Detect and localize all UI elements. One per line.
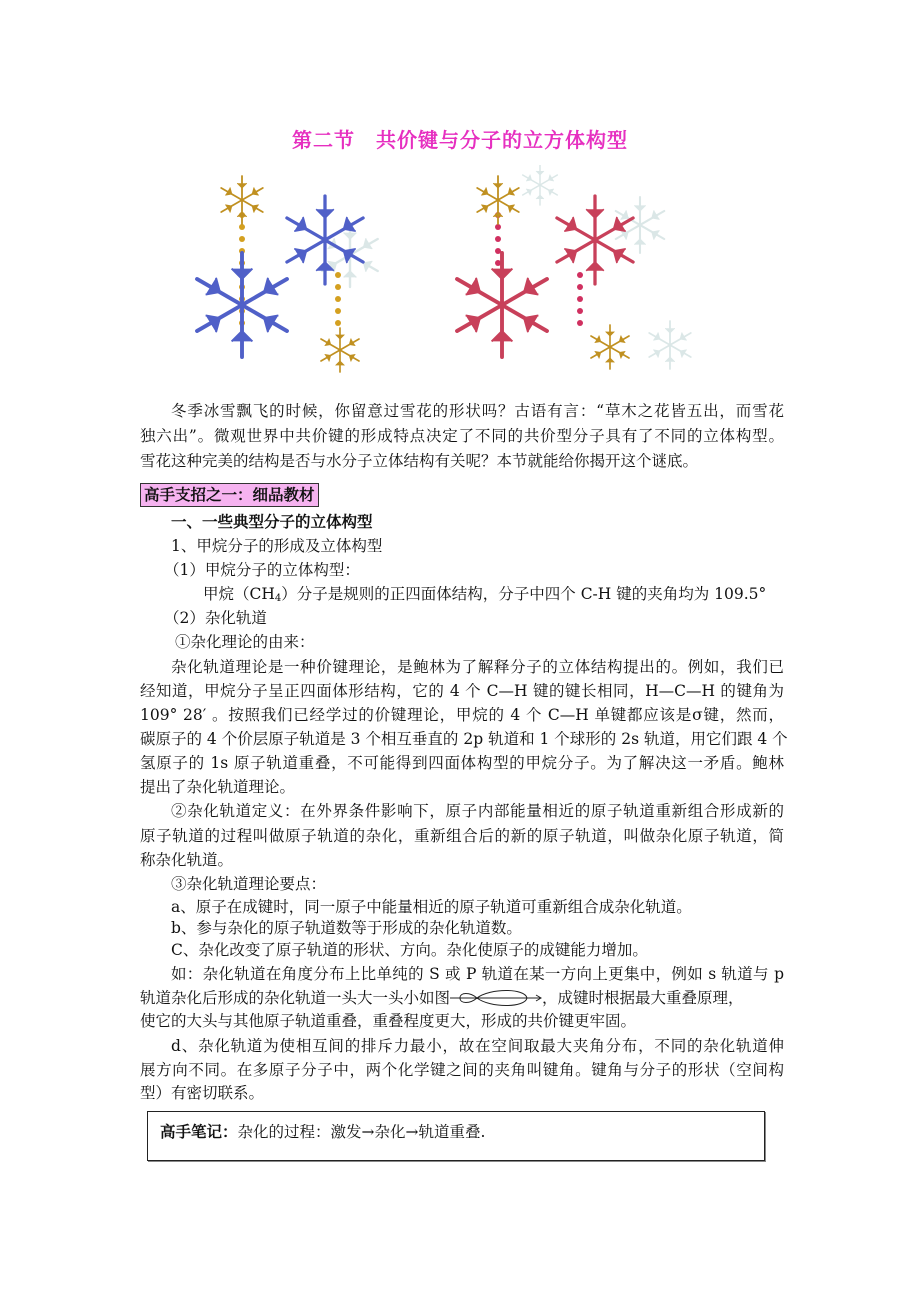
point-d-line: d、杂化轨道为使相互间的排斥力最小，故在空间取最大夹角分布，不同的杂化轨道伸	[171, 1037, 784, 1055]
page-title: 第二节 共价键与分子的立方体构型	[292, 128, 628, 152]
origin-line: 碳原子的 4 个价层原子轨道是 3 个相互垂直的 2p 轨道和 1 个球形的 2s 轨道，用它们跟 4 个	[140, 730, 788, 748]
note-label: 高手笔记：	[160, 1122, 238, 1141]
origin-line: 提出了杂化轨道理论。	[140, 778, 296, 796]
note-content: 杂化的过程：激发→杂化→轨道重叠.	[237, 1123, 486, 1141]
point-a: a、原子在成键时，同一原子中能量相近的原子轨道可重新组合成杂化轨道。	[171, 898, 692, 916]
definition-line: 称杂化轨道。	[140, 851, 234, 869]
section-badge: 高手支招之一：细品教材	[140, 483, 319, 507]
origin-title: ①杂化理论的由来：	[175, 633, 315, 651]
point-d-line: 展方向不同。在多原子分子中，两个化学键之间的夹角叫键角。键角与分子的形状（空间构	[140, 1061, 784, 1079]
example-line: 如：杂化轨道在角度分布上比单纯的 S 或 P 轨道在某一方向上更集中，例如 s 轨道与 p	[171, 965, 784, 983]
note-text	[160, 1122, 485, 1142]
intro-line: 独六出”。微观世界中共价键的形成特点决定了不同的共价型分子具有了不同的立体构型。	[140, 427, 784, 445]
snowflakes-image	[180, 165, 705, 385]
point-d-line: 型）有密切联系。	[140, 1084, 265, 1102]
example-line: 使它的大头与其他原子轨道重叠，重叠程度更大，形成的共价键更牢固。	[140, 1012, 637, 1030]
definition-line: 原子轨道的过程叫做原子轨道的杂化，重新组合后的新的原子轨道，叫做杂化原子轨道，简	[140, 827, 784, 845]
origin-line: 经知道，甲烷分子呈正四面体形结构，它的 4 个 C—H 键的键长相同，H—C—H 的键角为	[140, 682, 784, 700]
methane-text	[203, 584, 766, 609]
point-b: b、参与杂化的原子轨道数等于形成的杂化轨道数。	[171, 919, 522, 937]
definition-line: ②杂化轨道定义：在外界条件影响下，原子内部能量相近的原子轨道重新组合形成新的	[171, 802, 784, 820]
methane-post: ）分子是规则的正四面体结构，分子中四个 C-H 键的夹角均为 109.5°	[281, 585, 767, 603]
hybrid-orbital-figure	[450, 988, 542, 1008]
methane-sub: 4	[274, 593, 282, 604]
heading-typical-shapes: 一、一些典型分子的立体构型	[171, 512, 373, 531]
point-c: C、杂化改变了原子轨道的形状、方向。杂化使原子的成键能力增加。	[171, 941, 648, 959]
intro-line: 冬季冰雪飘飞的时候，你留意过雪花的形状吗？古语有言：“草木之花皆五出，而雪花	[171, 402, 784, 420]
methane-pre: 甲烷（CH	[203, 585, 275, 603]
subheading-methane-shape: （1）甲烷分子的立体构型：	[164, 561, 360, 579]
points-title: ③杂化轨道理论要点：	[171, 875, 327, 893]
subheading-hybrid: （2）杂化轨道	[164, 609, 267, 627]
example-line	[140, 988, 744, 1008]
example-text: ，成键时根据最大重叠原理，	[542, 989, 744, 1007]
example-text: 轨道杂化后形成的杂化轨道一头大一头小如图	[140, 989, 451, 1007]
intro-line: 雪花这种完美的结构是否与水分子立体结构有关呢？本节就能给你揭开这个谜底。	[140, 452, 699, 470]
expert-note-box	[147, 1111, 765, 1161]
origin-line: 杂化轨道理论是一种价键理论，是鲍林为了解释分子的立体结构提出的。例如，我们已	[171, 658, 784, 676]
origin-line: 氢原子的 1s 原子轨道重叠，不可能得到四面体构型的甲烷分子。为了解决这一矛盾。鲍林	[140, 754, 784, 772]
origin-line: 109° 28′ 。按照我们已经学过的价键理论，甲烷的 4 个 C—H 单键都应该是σ键，然而，	[140, 706, 784, 724]
subheading-methane: 1、甲烷分子的形成及立体构型	[171, 537, 383, 555]
